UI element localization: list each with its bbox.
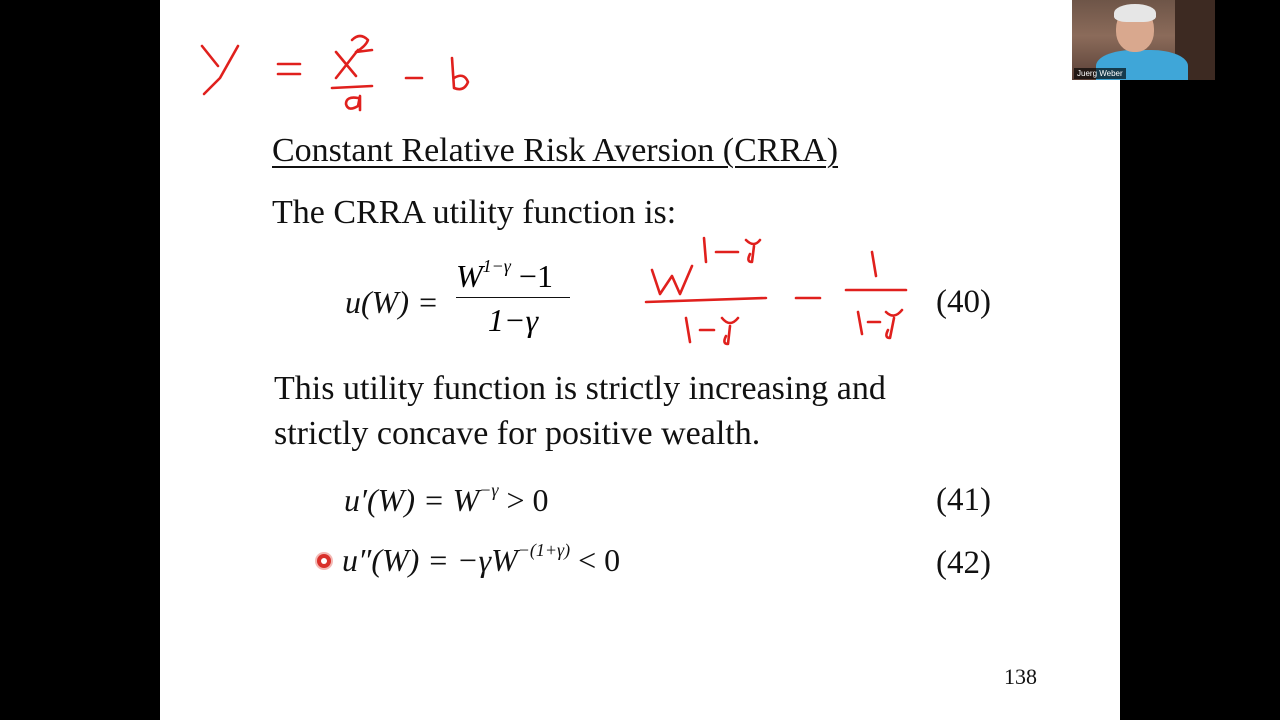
ink-b: [452, 58, 468, 89]
ink-annotations: [160, 0, 1120, 720]
eq40-denominator: 1−γ: [487, 302, 539, 338]
eq41-lhs: u′(W) = W: [344, 482, 480, 518]
statement-line-1: This utility function is strictly increasing and: [274, 370, 886, 407]
ink-exp2: [352, 36, 372, 52]
eq42-lhs: u″(W) = −γW: [342, 542, 518, 578]
eq40-num-tail: −1: [510, 258, 553, 294]
ink-den2-1: [858, 312, 862, 334]
ink-frac-bar: [332, 86, 372, 88]
ink-den-gamma: [722, 318, 738, 344]
eq42-rhs: < 0: [570, 542, 621, 578]
ink-den2-gamma: [886, 310, 902, 338]
slide: [160, 0, 1120, 720]
eq40-num-base: W: [456, 258, 483, 294]
ink-num-1: [872, 252, 876, 276]
participant-video-tile[interactable]: [1072, 0, 1215, 80]
eq42: [342, 542, 620, 579]
ink-sup-gamma: [746, 240, 760, 262]
ink-y: [202, 46, 238, 94]
eq40-fraction: [456, 258, 570, 339]
ink-equals: [278, 64, 300, 74]
ink-den-1: [686, 318, 690, 342]
eq41-rhs: > 0: [498, 482, 549, 518]
eq40-numerator: [456, 258, 570, 295]
eq40-num-exp: 1−γ: [482, 256, 511, 276]
ink-x: [336, 50, 358, 78]
page-number: 138: [1004, 664, 1037, 689]
slide-heading: Constant Relative Risk Aversion (CRRA): [272, 132, 839, 169]
ink-W: [652, 266, 692, 294]
eq40-number: (40): [936, 284, 991, 320]
statement-line-2: strictly concave for positive wealth.: [274, 415, 761, 452]
participant-name-label: Juerg Weber: [1074, 68, 1126, 79]
intro-text: The CRRA utility function is:: [272, 194, 677, 231]
eq41-number: (41): [936, 482, 991, 518]
eq42-number: (42): [936, 545, 991, 581]
participant-hair: [1114, 4, 1156, 22]
ink-sup-1: [704, 238, 706, 262]
eq42-exp: −(1+γ): [517, 540, 571, 560]
eq41: [344, 482, 549, 519]
ink-a: [346, 96, 360, 110]
eq40-lhs: u(W) =: [345, 284, 439, 320]
ink-bar1: [646, 298, 766, 302]
eq41-exp: −γ: [479, 480, 499, 500]
laser-pointer: [317, 554, 331, 568]
